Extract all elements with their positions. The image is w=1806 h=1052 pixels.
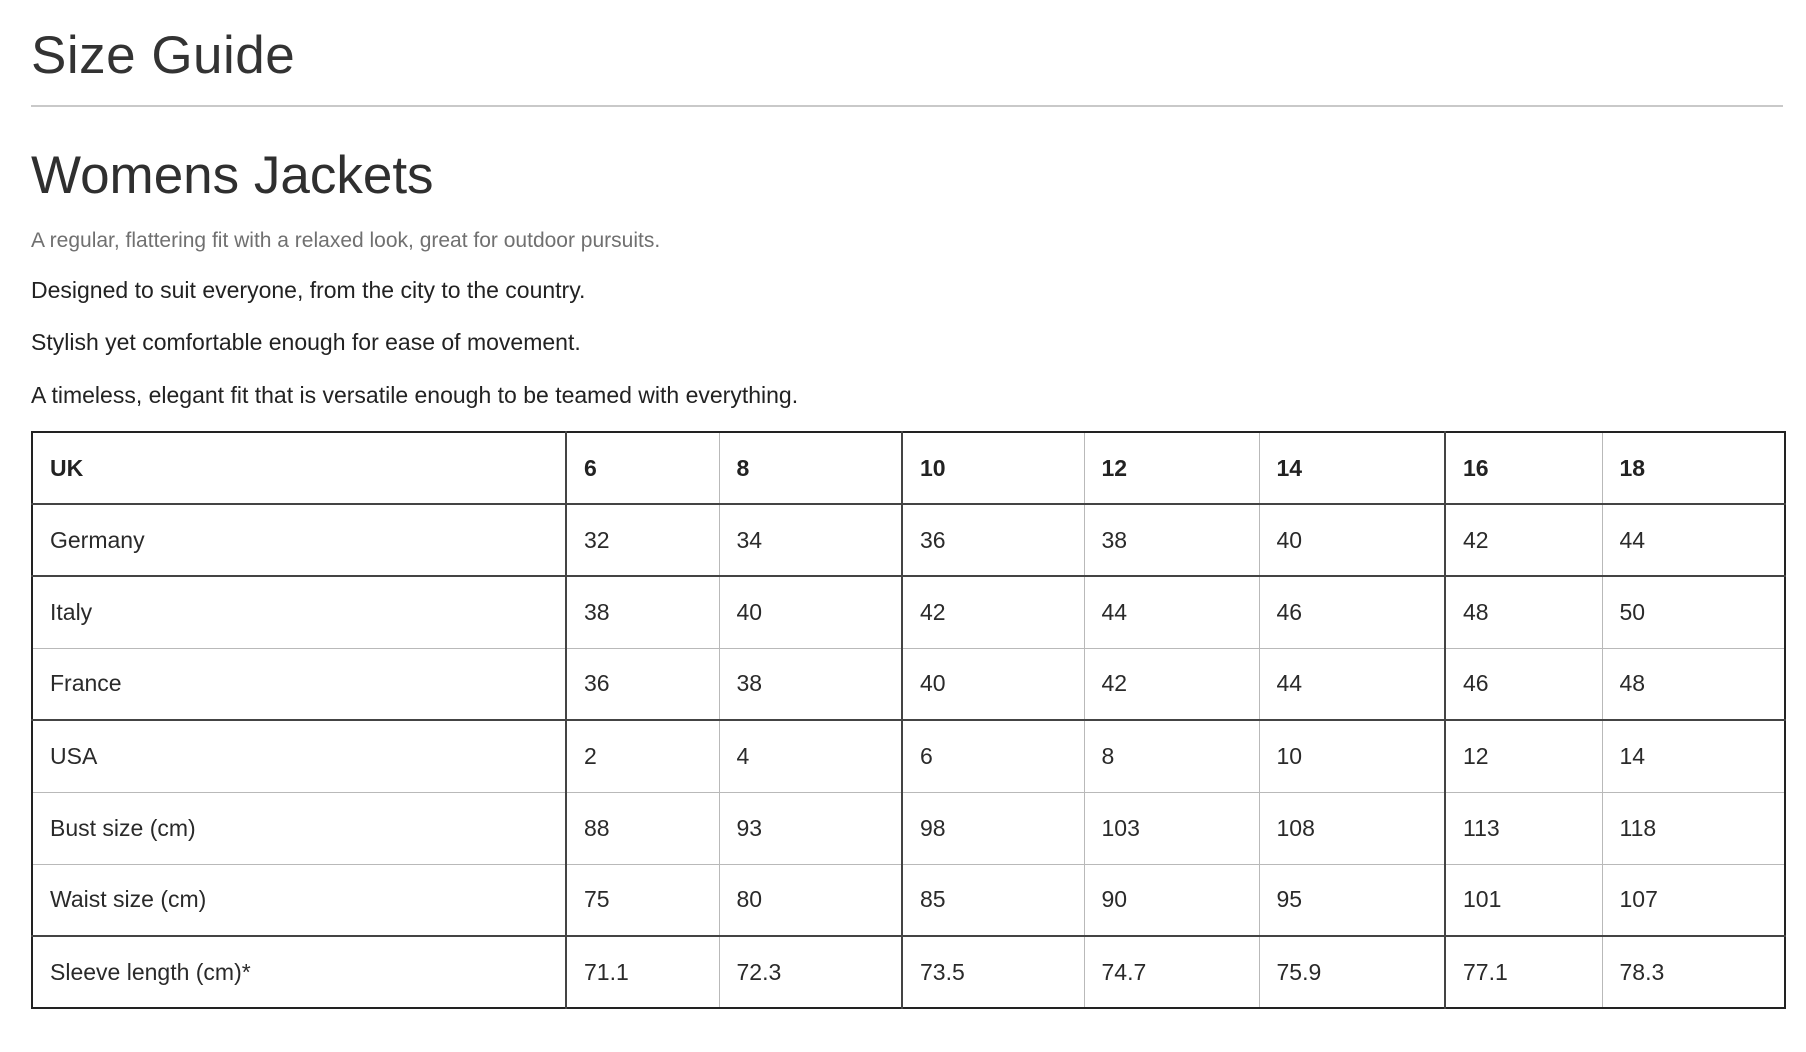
table-cell: 36	[902, 504, 1084, 576]
description-line: Stylish yet comfortable enough for ease of movement.	[31, 329, 581, 355]
table-cell: 113	[1445, 792, 1602, 864]
table-cell: 48	[1602, 648, 1785, 720]
table-cell: 108	[1259, 792, 1445, 864]
table-row	[32, 576, 1785, 648]
table-cell: 72.3	[719, 936, 902, 1008]
table-cell: 42	[1445, 504, 1602, 576]
table-cell: 90	[1084, 864, 1259, 936]
row-label: Waist size (cm)	[32, 864, 566, 936]
description-line: Designed to suit everyone, from the city to the country.	[31, 277, 586, 303]
table-cell: 42	[1084, 648, 1259, 720]
table-cell: 4	[719, 720, 902, 792]
table-cell: 78.3	[1602, 936, 1785, 1008]
table-cell: 44	[1602, 504, 1785, 576]
table-cell: 40	[902, 648, 1084, 720]
table-cell: 74.7	[1084, 936, 1259, 1008]
table-cell: 46	[1259, 576, 1445, 648]
row-label: Bust size (cm)	[32, 792, 566, 864]
row-label: USA	[32, 720, 566, 792]
table-cell: 6	[902, 720, 1084, 792]
table-cell: 38	[719, 648, 902, 720]
header-cell: 16	[1445, 432, 1602, 504]
table-row	[32, 864, 1785, 936]
table-cell: 118	[1602, 792, 1785, 864]
section-title: Womens Jackets	[31, 146, 434, 205]
table-cell: 44	[1259, 648, 1445, 720]
table-row	[32, 648, 1785, 720]
table-cell: 48	[1445, 576, 1602, 648]
table-cell: 77.1	[1445, 936, 1602, 1008]
table-cell: 44	[1084, 576, 1259, 648]
table-cell: 34	[719, 504, 902, 576]
page-title: Size Guide	[31, 26, 296, 85]
table-cell: 85	[902, 864, 1084, 936]
table-header-row	[32, 432, 1785, 504]
table-row	[32, 792, 1785, 864]
row-label: Sleeve length (cm)*	[32, 936, 566, 1008]
table-cell: 107	[1602, 864, 1785, 936]
table-cell: 38	[566, 576, 719, 648]
description-line: A timeless, elegant fit that is versatile enough to be teamed with everything.	[31, 382, 799, 408]
table-cell: 8	[1084, 720, 1259, 792]
row-label: Germany	[32, 504, 566, 576]
table-cell: 101	[1445, 864, 1602, 936]
table-row	[32, 720, 1785, 792]
size-table	[31, 431, 1786, 1009]
row-label: France	[32, 648, 566, 720]
table-cell: 40	[1259, 504, 1445, 576]
table-cell: 42	[902, 576, 1084, 648]
table-cell: 38	[1084, 504, 1259, 576]
header-cell: 6	[566, 432, 719, 504]
table-cell: 95	[1259, 864, 1445, 936]
table-cell: 10	[1259, 720, 1445, 792]
row-label: Italy	[32, 576, 566, 648]
table-cell: 73.5	[902, 936, 1084, 1008]
table-cell: 103	[1084, 792, 1259, 864]
table-cell: 98	[902, 792, 1084, 864]
table-cell: 36	[566, 648, 719, 720]
table-cell: 32	[566, 504, 719, 576]
table-cell: 46	[1445, 648, 1602, 720]
table-row	[32, 504, 1785, 576]
table-cell: 71.1	[566, 936, 719, 1008]
table-cell: 93	[719, 792, 902, 864]
title-divider	[31, 105, 1783, 107]
table-cell: 12	[1445, 720, 1602, 792]
header-cell: 8	[719, 432, 902, 504]
table-row	[32, 936, 1785, 1008]
table-cell: 75	[566, 864, 719, 936]
header-cell: 10	[902, 432, 1084, 504]
table-cell: 2	[566, 720, 719, 792]
header-cell: 12	[1084, 432, 1259, 504]
table-cell: 50	[1602, 576, 1785, 648]
table-cell: 80	[719, 864, 902, 936]
header-cell: 18	[1602, 432, 1785, 504]
table-cell: 88	[566, 792, 719, 864]
table-cell: 14	[1602, 720, 1785, 792]
table-cell: 40	[719, 576, 902, 648]
section-subtitle: A regular, flattering fit with a relaxed look, great for outdoor pursuits.	[31, 229, 661, 252]
table-cell: 75.9	[1259, 936, 1445, 1008]
header-cell-uk: UK	[32, 432, 566, 504]
header-cell: 14	[1259, 432, 1445, 504]
